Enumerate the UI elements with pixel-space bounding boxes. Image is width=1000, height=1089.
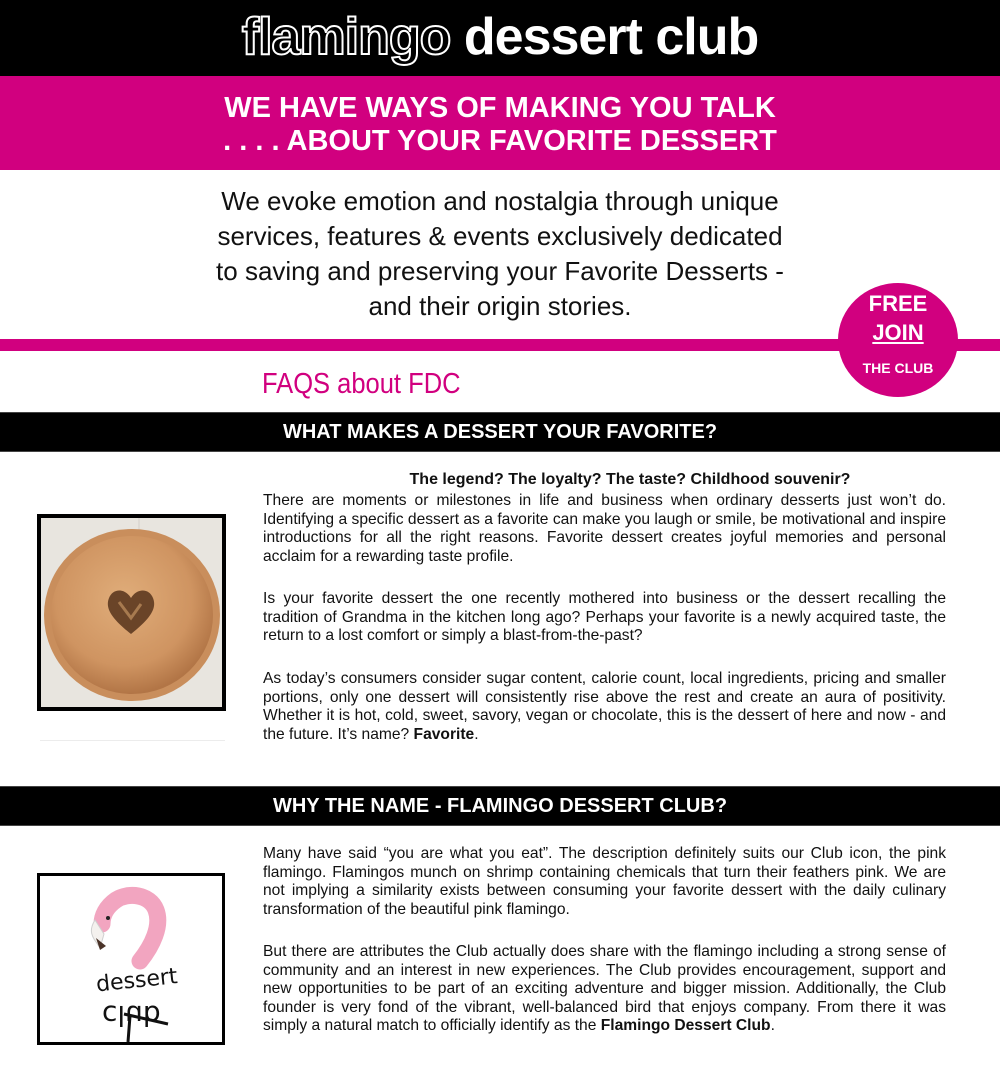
favorite-emphasis: Favorite bbox=[413, 725, 475, 743]
club-logo bbox=[37, 873, 225, 1045]
section-heading: WHAT MAKES A DESSERT YOUR FAVORITE? bbox=[282, 421, 718, 443]
pie-image bbox=[41, 518, 222, 707]
join-club-button[interactable] bbox=[838, 283, 958, 397]
intro-text bbox=[150, 184, 850, 324]
join-link-text[interactable]: JOIN bbox=[872, 320, 924, 345]
club-name-emphasis: Flamingo Dessert Club bbox=[600, 1017, 771, 1034]
flamingo-logo-icon bbox=[40, 876, 222, 1042]
paragraph-text: But there are attributes the Club actually does share with the flamingo including a strong sense of community and an interest in new experiences. The Club provides encouragement, support and new opportunities to be part of an exciting adventure and bigger mission. Additionally, the Club founder is very fond of the vibrant, well-balanced bird that enjoys company. From there it was simply a natural match to officially identify as the bbox=[263, 943, 946, 1034]
section1-paragraph: Is your favorite dessert the one recently mothered into business or the dessert recalling the tradition of Grandma in the kitchen long ago? Perhaps your favorite is a newly acquired taste, the return to a lost comfort or simply a blast-from-the-past? bbox=[263, 590, 946, 644]
section-heading: WHY THE NAME - FLAMINGO DESSERT CLUB? bbox=[272, 795, 728, 817]
image-divider bbox=[40, 740, 225, 741]
join-free-label: FREE bbox=[868, 291, 928, 316]
tagline-line-2: . . . . ABOUT YOUR FAVORITE DESSERT bbox=[223, 125, 777, 157]
tagline bbox=[0, 92, 1000, 158]
section1-paragraph: There are moments or milestones in life and business when ordinary desserts just won’t do. Identifying a specific dessert as a favorite can make you laugh or smile, be motivational and inspire introductions for all the right reasons. Favorite dessert creates joyful memories and personal acclaim for a rewarding taste profile. bbox=[263, 492, 946, 565]
brand-solid-text: dessert club bbox=[463, 8, 759, 66]
section-heading-bar bbox=[0, 786, 1000, 826]
paragraph-text: As today’s consumers consider sugar content, calorie count, local ingredients, pricing and smaller portions, only one dessert will consistently rise above the rest and create an aura of positivity. Whether it is hot, cold, sweet, savory, vegan or chocolate, this is the dessert of here and now - and the future. It’s name? bbox=[263, 670, 946, 743]
site-header bbox=[0, 0, 1000, 76]
tagline-banner bbox=[0, 76, 1000, 170]
logo-text-top: dessert bbox=[94, 964, 179, 998]
intro-line: to saving and preserving your Favorite Desserts - bbox=[216, 256, 784, 286]
faq-title: FAQS about FDC bbox=[262, 368, 461, 400]
section-heading-bar bbox=[0, 412, 1000, 452]
join-link[interactable] bbox=[838, 320, 958, 346]
logo-text-bottom: club bbox=[102, 999, 161, 1032]
intro-line: We evoke emotion and nostalgia through unique bbox=[221, 186, 779, 216]
section-subheading: The legend? The loyalty? The taste? Childhood souvenir? bbox=[409, 471, 851, 488]
site-logo[interactable] bbox=[0, 4, 1000, 70]
intro-line: and their origin stories. bbox=[368, 291, 632, 321]
brand-outline-text: flamingo bbox=[241, 8, 451, 66]
tagline-line-1: WE HAVE WAYS OF MAKING YOU TALK bbox=[224, 92, 776, 124]
section1-paragraph bbox=[263, 670, 946, 744]
join-club-label: THE CLUB bbox=[862, 360, 934, 376]
paragraph-end: . bbox=[770, 1017, 775, 1034]
intro-line: services, features & events exclusively dedicated bbox=[217, 221, 783, 251]
paragraph-end: . bbox=[474, 725, 479, 743]
pie-photo bbox=[37, 514, 226, 711]
section2-paragraph: Many have said “you are what you eat”. The description definitely suits our Club icon, the pink flamingo. Flamingos munch on shrimp containing chemicals that turn their feathers pink. We are not implying a similarity exists between consuming your favorite dessert with the daily culinary transformation of the beautiful pink flamingo. bbox=[263, 845, 946, 918]
section2-paragraph bbox=[263, 943, 946, 1036]
